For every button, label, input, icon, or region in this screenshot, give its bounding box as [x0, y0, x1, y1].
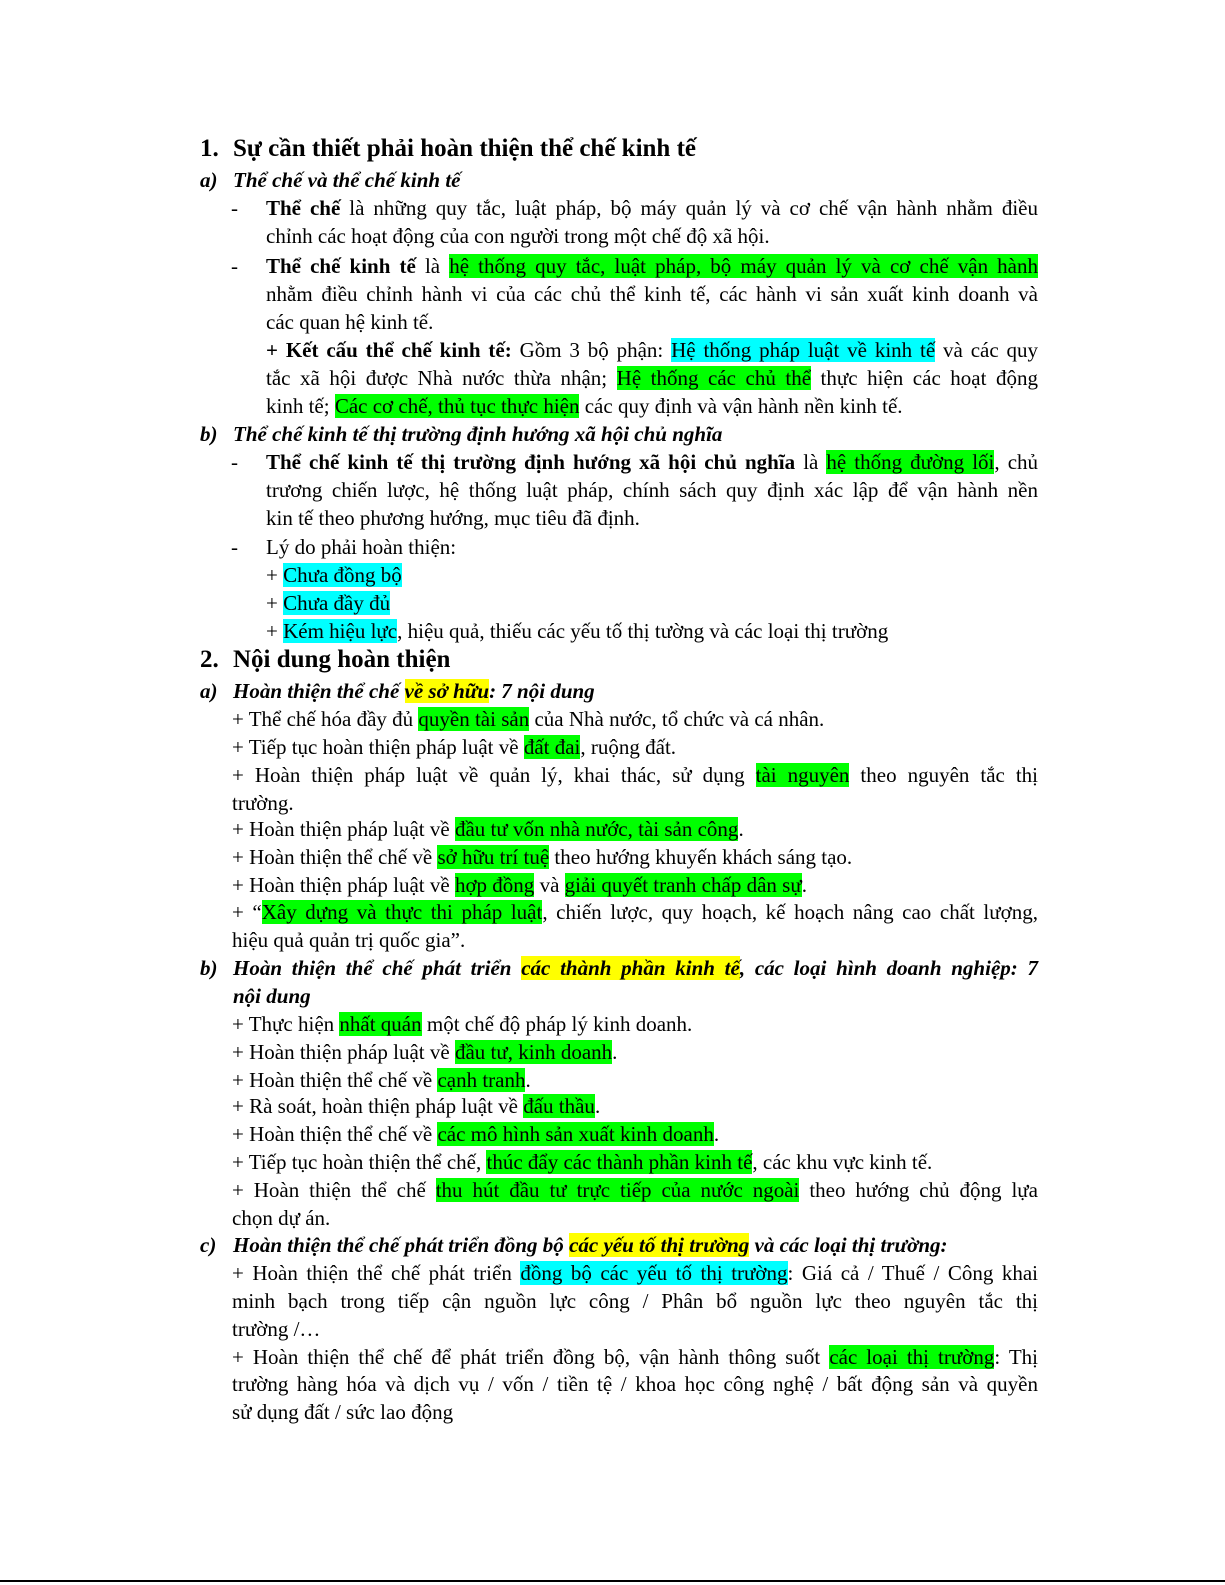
highlight-green: tài nguyên [755, 763, 850, 787]
highlight-green: thu hút đầu tư trực tiếp của nước ngoài [435, 1178, 800, 1202]
subsection-label: a) [200, 679, 218, 703]
highlight-yellow: các thành phần kinh tế [521, 956, 740, 980]
subsection-label: b) [200, 422, 218, 446]
list-item: + Tiếp tục hoàn thiện thể chế, thúc đẩy các thành phần kinh tế, các khu vực kinh tế. [232, 1150, 933, 1174]
subsection-2a-heading [200, 677, 595, 705]
highlight-green: thúc đẩy các thành phần kinh tế [486, 1150, 753, 1174]
list-item: + Hoàn thiện pháp luật về hợp đồng và giải quyết tranh chấp dân sự. [232, 873, 807, 897]
section-1-title: Sự cần thiết phải hoàn thiện thể chế kinh tế [233, 135, 696, 162]
subsection-title: Hoàn thiện thể chế phát triển các thành phần kinh tế, các loại hình doanh nghiệp: 7 [233, 956, 1038, 980]
paragraph-line: trường. [232, 791, 294, 815]
highlight-green: các mô hình sản xuất kinh doanh [437, 1122, 714, 1146]
bullet-dash: - [231, 450, 238, 474]
section-2-heading [200, 644, 451, 676]
highlight-green: Hệ thống các chủ thể [616, 366, 812, 390]
highlight-green: cạnh tranh [437, 1068, 526, 1092]
highlight-green: sở hữu trí tuệ [437, 845, 550, 869]
paragraph-line: sử dụng đất / sức lao động [232, 1400, 454, 1424]
highlight-cyan: đồng bộ các yếu tố thị trường [520, 1261, 788, 1285]
highlight-cyan: Chưa đầy đủ [283, 591, 391, 615]
section-1-number: 1. [200, 135, 219, 162]
highlight-yellow: các yếu tố thị trường [569, 1233, 750, 1257]
list-item: + Chưa đồng bộ [266, 563, 402, 587]
highlight-cyan: Kém hiệu lực [283, 619, 398, 643]
highlight-green: giải quyết tranh chấp dân sự [564, 873, 802, 897]
section-2-title: Nội dung hoàn thiện [233, 646, 451, 673]
list-item: + Hoàn thiện pháp luật về đầu tư, kinh doanh. [232, 1040, 618, 1064]
highlight-green: hệ thống đường lối [826, 450, 995, 474]
paragraph-line: minh bạch trong tiếp cận nguồn lực công / Phân bổ nguồn lực theo nguyên tắc thị [232, 1289, 1038, 1313]
highlight-cyan: Chưa đồng bộ [283, 563, 402, 587]
list-item: + Hoàn thiện thể chế để phát triển đồng bộ, vận hành thông suốt các loại thị trường: Thị [232, 1345, 1038, 1369]
subsection-title: Thể chế kinh tế thị trường định hướng xã hội chủ nghĩa [233, 422, 723, 446]
list-item: + “Xây dựng và thực thi pháp luật, chiến lược, quy hoạch, kế hoạch nâng cao chất lượng, [232, 900, 1038, 924]
paragraph-line: + Kết cấu thể chế kinh tế: Gồm 3 bộ phận: Hệ thống pháp luật về kinh tế và các quy [266, 338, 1039, 362]
list-item: + Rà soát, hoàn thiện pháp luật về đấu thầu. [232, 1094, 601, 1118]
subsection-label: c) [200, 1233, 217, 1257]
paragraph-line: kinh tế; Các cơ chế, thủ tục thực hiện các quy định và vận hành nền kinh tế. [266, 394, 903, 418]
subsection-label: b) [200, 956, 218, 980]
bullet-dash: - [231, 196, 238, 220]
list-item: + Hoàn thiện pháp luật về đầu tư vốn nhà nước, tài sản công. [232, 817, 744, 841]
highlight-green: đấu thầu [523, 1094, 595, 1118]
subsection-2c-heading [200, 1231, 948, 1259]
list-item: + Kém hiệu lực, hiệu quả, thiếu các yếu tố thị tường và các loại thị trường [266, 619, 889, 643]
highlight-cyan: Hệ thống pháp luật về kinh tế [671, 338, 936, 362]
subsection-title-cont: nội dung [233, 984, 311, 1008]
highlight-green: hợp đồng [454, 873, 535, 897]
paragraph-line: các quan hệ kinh tế. [266, 310, 434, 334]
list-item: + Hoàn thiện thể chế phát triển đồng bộ các yếu tố thị trường: Giá cả / Thuế / Công khai [232, 1261, 1038, 1285]
list-item: + Tiếp tục hoàn thiện pháp luật về đất đai, ruộng đất. [232, 735, 677, 759]
term-the-che-kttt: Thể chế kinh tế thị trường định hướng xã hội chủ nghĩa [266, 450, 796, 474]
paragraph-line: Thể chế là những quy tắc, luật pháp, bộ máy quản lý và cơ chế vận hành nhằm điều [266, 196, 1038, 220]
paragraph-line: tắc xã hội được Nhà nước thừa nhận; Hệ thống các chủ thể thực hiện các hoạt động [266, 366, 1038, 390]
bullet-dash: - [231, 254, 238, 278]
highlight-green: đầu tư vốn nhà nước, tài sản công [454, 817, 739, 841]
paragraph-line: nhằm điều chỉnh hành vi của các chủ thể kinh tế, các hành vi sản xuất kinh doanh và [266, 282, 1038, 306]
subsection-1b-heading [200, 420, 723, 448]
highlight-green: đất đai [523, 735, 581, 759]
list-item: + Hoàn thiện thể chế về sở hữu trí tuệ theo hướng khuyến khách sáng tạo. [232, 845, 853, 869]
structure-lead: + Kết cấu thể chế kinh tế: [266, 338, 512, 362]
paragraph-line: Lý do phải hoàn thiện: [266, 535, 457, 559]
paragraph-line: kin tế theo phương hướng, mục tiêu đã định. [266, 506, 640, 530]
page-bottom-rule [0, 1580, 1225, 1582]
highlight-green: các loại thị trường [829, 1345, 995, 1369]
highlight-green: quyền tài sản [418, 707, 530, 731]
list-item: + Hoàn thiện pháp luật về quản lý, khai thác, sử dụng tài nguyên theo nguyên tắc thị [232, 763, 1039, 787]
list-item: + Hoàn thiện thể chế về các mô hình sản xuất kinh doanh. [232, 1122, 720, 1146]
highlight-green: Các cơ chế, thủ tục thực hiện [334, 394, 580, 418]
paragraph-line: trường hàng hóa và dịch vụ / vốn / tiền tệ / khoa học công nghệ / bất động sản và quyền [232, 1372, 1038, 1396]
highlight-green: hệ thống quy tắc, luật pháp, bộ máy quản lý và cơ chế vận hành [449, 254, 1038, 278]
subsection-title: Hoàn thiện thể chế phát triển đồng bộ các yếu tố thị trường và các loại thị trường: [233, 1233, 948, 1257]
subsection-title: Hoàn thiện thể chế về sở hữu: 7 nội dung [233, 679, 595, 703]
paragraph-line: trường /… [232, 1317, 321, 1341]
subsection-1a-heading [200, 166, 461, 194]
paragraph-line: chọn dự án. [232, 1206, 331, 1230]
bullet-dash: - [231, 535, 238, 559]
paragraph-line: hiệu quả quản trị quốc gia”. [232, 928, 466, 952]
highlight-green: nhất quán [339, 1012, 422, 1036]
section-2-number: 2. [200, 646, 219, 673]
list-item: + Hoàn thiện thể chế về cạnh tranh. [232, 1068, 531, 1092]
term-the-che-kinh-te: Thể chế kinh tế [266, 254, 416, 278]
list-item: + Hoàn thiện thể chế thu hút đầu tư trực tiếp của nước ngoài theo hướng chủ động lựa [232, 1178, 1038, 1202]
term-the-che: Thể chế [266, 196, 341, 220]
highlight-yellow: về sở hữu [404, 679, 490, 703]
paragraph-line: chỉnh các hoạt động của con người trong một chế độ xã hội. [266, 224, 770, 248]
list-item: + Thể chế hóa đầy đủ quyền tài sản của Nhà nước, tổ chức và cá nhân. [232, 707, 825, 731]
subsection-label: a) [200, 168, 218, 192]
list-item: + Chưa đầy đủ [266, 591, 391, 615]
paragraph-line: Thể chế kinh tế là hệ thống quy tắc, luật pháp, bộ máy quản lý và cơ chế vận hành [266, 254, 1038, 278]
highlight-green: đầu tư, kinh doanh [454, 1040, 613, 1064]
subsection-title: Thể chế và thể chế kinh tế [233, 168, 461, 192]
paragraph-line: Thể chế kinh tế thị trường định hướng xã hội chủ nghĩa là hệ thống đường lối, chủ [266, 450, 1039, 474]
highlight-green: Xây dựng và thực thi pháp luật [261, 900, 543, 924]
paragraph-line: trương chiến lược, hệ thống luật pháp, chính sách quy định xác lập để vận hành nền [266, 478, 1038, 502]
list-item: + Thực hiện nhất quán một chế độ pháp lý kinh doanh. [232, 1012, 693, 1036]
section-1-heading [200, 133, 696, 165]
